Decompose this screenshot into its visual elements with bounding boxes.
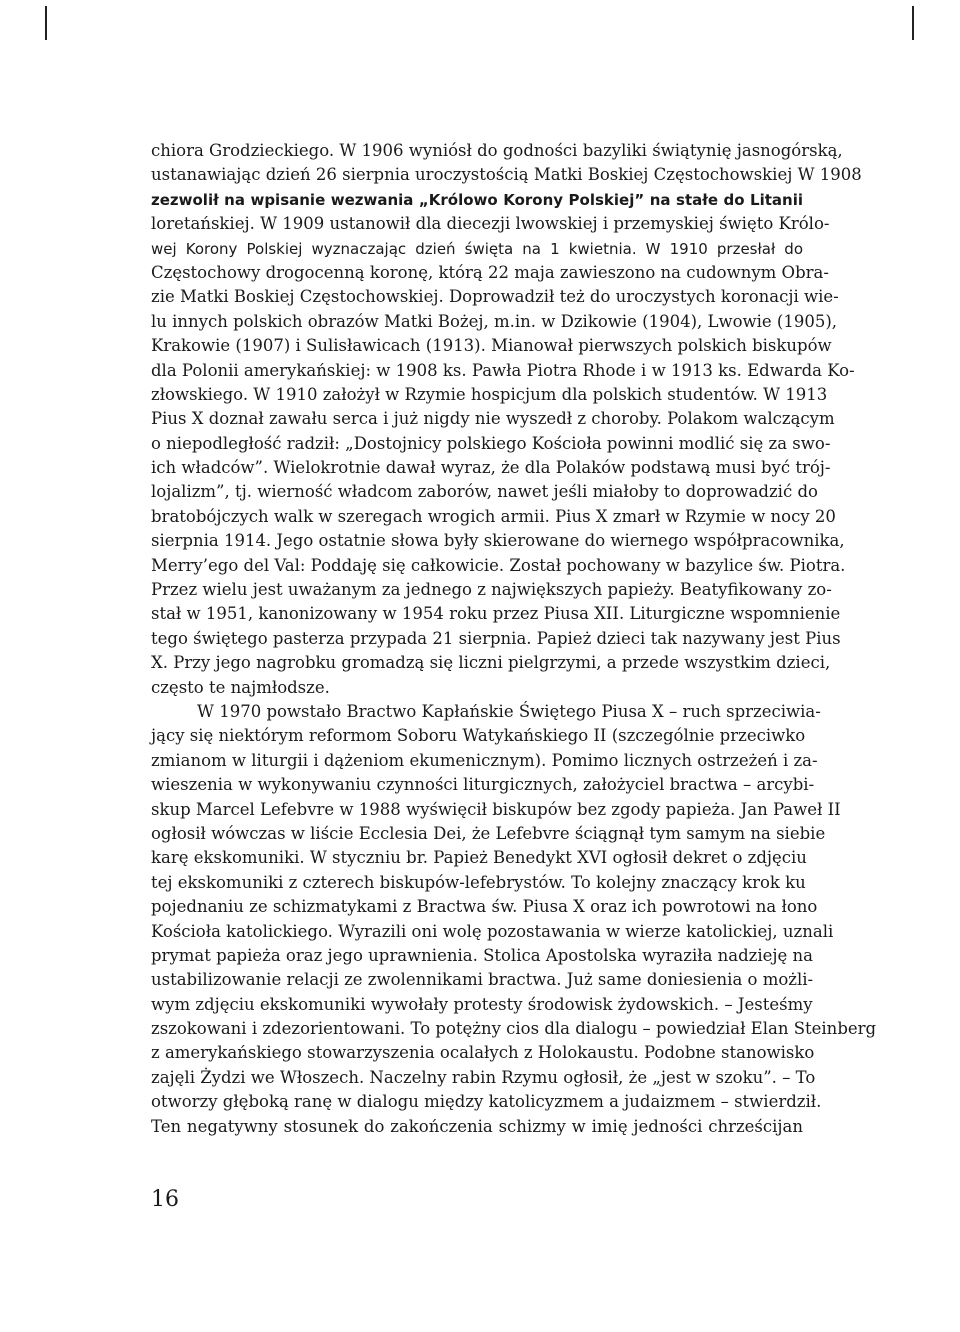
crop-mark-top-left xyxy=(45,6,47,40)
text-line: wieszenia w wykonywaniu czynności liturgicznych, założyciel bractwa – arcybi- xyxy=(151,775,815,795)
text-line: Merry’ego del Val: Poddaję się całkowicie. Został pochowany w bazylice św. Piotra. xyxy=(151,555,846,575)
text-line: z amerykańskiego stowarzyszenia ocalałych z Holokaustu. Podobne stanowisko xyxy=(151,1043,815,1063)
text-line: ustanawiając dzień 26 sierpnia uroczystością Matki Boskiej Częstochowskiej W 1908 xyxy=(151,165,862,185)
text-line: zajęli Żydzi we Włoszech. Naczelny rabin Rzymu ogłosił, że „jest w szoku”. – To xyxy=(151,1067,816,1087)
text-line: Przez wielu jest uważanym za jednego z największych papieży. Beatyfikowany zo- xyxy=(151,580,832,600)
text-line: dla Polonii amerykańskiej: w 1908 ks. Pawła Piotra Rhode i w 1913 ks. Edwarda Ko- xyxy=(151,360,855,380)
text-line: Częstochowy drogocenną koronę, którą 22 maja zawieszono na cudownym Obra- xyxy=(151,262,829,282)
text-line: zezwolił na wpisanie wezwania „Królowo Korony Polskiej” na stałe do Litanii xyxy=(151,190,803,209)
page-number: 16 xyxy=(151,1187,179,1212)
text-line: ustabilizowanie relacji ze zwolennikami bractwa. Już same doniesienia o możli- xyxy=(151,970,814,990)
text-line: wej Korony Polskiej wyznaczając dzień święta na 1 kwietnia. W 1910 przesłał do xyxy=(151,239,803,258)
text-line: Krakowie (1907) i Sulisławicach (1913). Mianował pierwszych polskich biskupów xyxy=(151,336,832,356)
text-line: ich władców”. Wielokrotnie dawał wyraz, że dla Polaków podstawą musi być trój- xyxy=(151,458,831,478)
text-line: prymat papieża oraz jego uprawnienia. Stolica Apostolska wyraziła nadzieję na xyxy=(151,945,813,965)
text-line: loretańskiej. W 1909 ustanowił dla diecezji lwowskiej i przemyskiej święto Królo- xyxy=(151,214,830,234)
text-line: ogłosił wówczas w liście Ecclesia Dei, że Lefebvre ściągnął tym samym na siebie xyxy=(151,823,826,843)
text-line: często te najmłodsze. xyxy=(151,677,330,697)
text-line: karę ekskomuniki. W styczniu br. Papież Benedykt XVI ogłosił dekret o zdjęciu xyxy=(151,848,807,868)
body-text xyxy=(151,139,877,1139)
text-line: skup Marcel Lefebvre w 1988 wyświęcił biskupów bez zgody papieża. Jan Paweł II xyxy=(151,799,841,819)
text-line: chiora Grodzieckiego. W 1906 wyniósł do godności bazyliki świątynię jasnogórską, xyxy=(151,141,843,160)
text-line: wym zdjęciu ekskomuniki wywołały protesty środowisk żydowskich. – Jesteśmy xyxy=(151,994,813,1014)
text-line: X. Przy jego nagrobku gromadzą się liczni pielgrzymi, a przede wszystkim dzieci, xyxy=(151,653,831,673)
text-line: pojednaniu ze schizmatykami z Bractwa św. Piusa X oraz ich powrotowi na łono xyxy=(151,897,818,917)
text-line: bratobójczych walk w szeregach wrogich armii. Pius X zmarł w Rzymie w nocy 20 xyxy=(151,506,836,526)
text-line: lu innych polskich obrazów Matki Bożej, m.in. w Dzikowie (1904), Lwowie (1905), xyxy=(151,311,838,331)
text-line: zszokowani i zdezorientowani. To potężny cios dla dialogu – powiedział Elan Steinberg xyxy=(151,1019,877,1039)
text-line: zie Matki Boskiej Częstochowskiej. Doprowadził też do uroczystych koronacji wie- xyxy=(151,287,839,307)
crop-mark-top-right xyxy=(912,6,914,40)
text-line: otworzy głęboką ranę w dialogu między katolicyzmem a judaizmem – stwierdził. xyxy=(151,1092,822,1112)
text-line: jący się niektórym reformom Soboru Watykańskiego II (szczególnie przeciwko xyxy=(151,726,806,746)
text-line: tej ekskomuniki z czterech biskupów-lefebrystów. To kolejny znaczący krok ku xyxy=(151,872,806,892)
text-line: złowskiego. W 1910 założył w Rzymie hospicjum dla polskich studentów. W 1913 xyxy=(151,384,828,404)
text-line: tego świętego pasterza przypada 21 sierpnia. Papież dzieci tak nazywany jest Pius xyxy=(151,628,841,648)
text-line: zmianom w liturgii i dążeniom ekumenicznym). Pomimo licznych ostrzeżeń i za- xyxy=(151,750,818,770)
text-line: Ten negatywny stosunek do zakończenia schizmy w imię jedności chrześcijan xyxy=(151,1116,803,1136)
text-line: Kościoła katolickiego. Wyrazili oni wolę pozostawania w wierze katolickiej, uznali xyxy=(151,921,834,941)
text-line: lojalizm”, tj. wierność władcom zaborów, nawet jeśli miałoby to doprowadzić do xyxy=(151,482,818,502)
text-line: W 1970 powstało Bractwo Kapłańskie Świętego Piusa X – ruch sprzeciwia- xyxy=(197,701,821,721)
text-line: o niepodległość radził: „Dostojnicy polskiego Kościoła powinni modlić się za swo- xyxy=(151,433,831,453)
text-line: Pius X doznał zawału serca i już nigdy nie wyszedł z choroby. Polakom walczącym xyxy=(151,409,835,429)
text-line: stał w 1951, kanonizowany w 1954 roku przez Piusa XII. Liturgiczne wspomnienie xyxy=(151,604,841,624)
text-line: sierpnia 1914. Jego ostatnie słowa były skierowane do wiernego współpracownika, xyxy=(151,531,845,551)
